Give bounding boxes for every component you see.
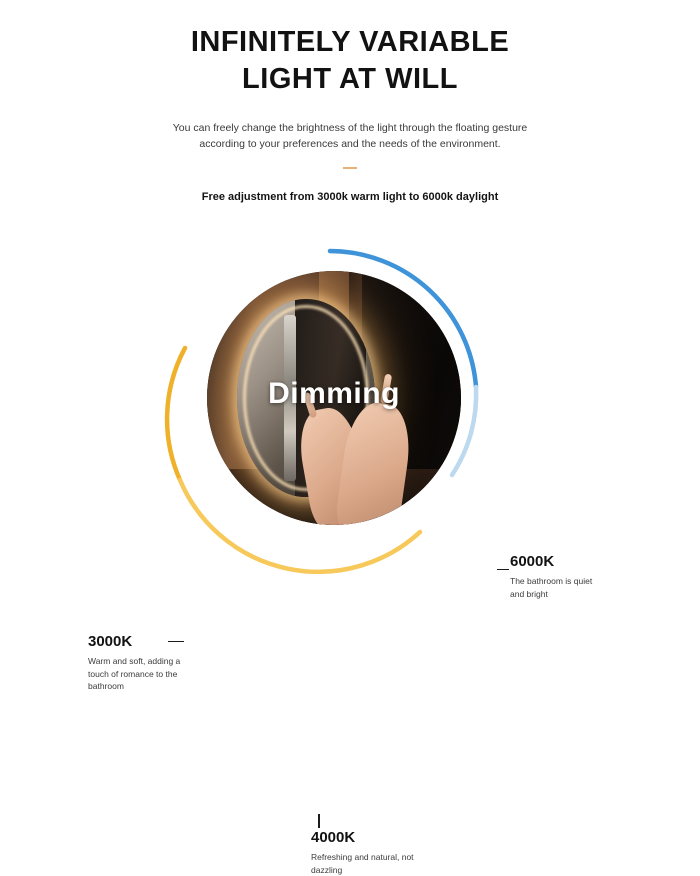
header (0, 0, 700, 203)
arc-3000k (167, 348, 185, 480)
tick-4000k (318, 814, 320, 828)
callout-4000k-desc: Refreshing and natural, not dazzling (311, 851, 414, 875)
callout-3000k-desc: Warm and soft, adding a touch of romance to the bathroom (88, 655, 181, 692)
callout-4000k (311, 829, 415, 876)
callout-6000k-temp: 6000K (510, 552, 555, 570)
callout-6000k (510, 553, 602, 601)
callout-3000k (88, 633, 192, 693)
page-title (140, 24, 560, 98)
callout-3000k-temp: 3000K (88, 632, 133, 650)
page-title-line-2: LIGHT AT WILL (242, 63, 458, 96)
page-subtitle: You can freely change the brightness of the light through the floating gesture according to your preferences and the needs of the environment. (172, 122, 528, 151)
tick-6000k (497, 569, 509, 571)
bathroom-mirror-photo (207, 271, 461, 525)
callout-6000k-desc: The bathroom is quiet and bright (510, 575, 593, 599)
divider (343, 167, 357, 169)
dimming-center-label: Dimming (268, 377, 400, 411)
page-title-line-1: INFINITELY VARIABLE (190, 26, 510, 58)
highlight-text: Free adjustment from 3000k warm light to 6000k daylight (201, 190, 499, 203)
callout-4000k-temp: 4000K (311, 828, 356, 846)
dimming-figure (0, 217, 700, 875)
